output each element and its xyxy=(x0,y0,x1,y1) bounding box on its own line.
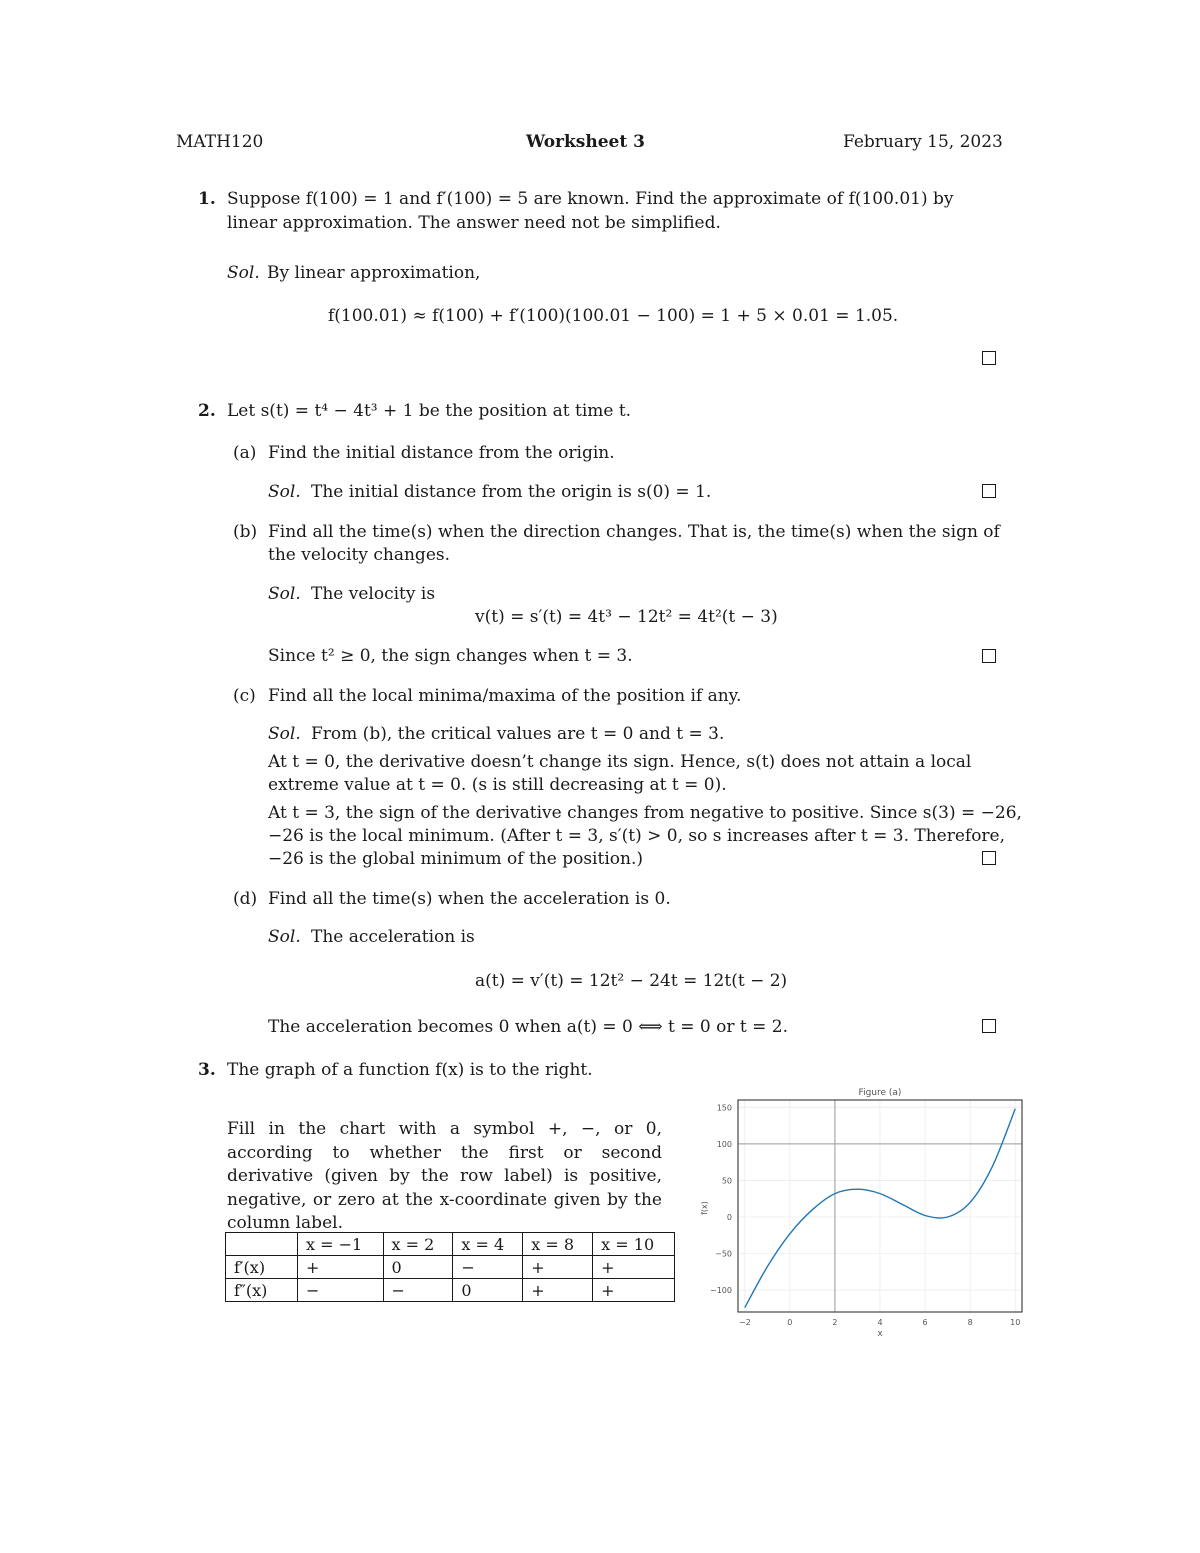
qed-box-2a xyxy=(982,484,996,498)
question-3-intro: The graph of a function f(x) is to the right. xyxy=(227,1060,593,1080)
part-a-sol-label: Sol. xyxy=(268,482,301,502)
part-c-question: Find all the local minima/maxima of the position if any. xyxy=(268,686,742,706)
table-cell: − xyxy=(298,1279,384,1302)
question-2-intro: Let s(t) = t⁴ − 4t³ + 1 be the position at time t. xyxy=(227,401,632,421)
table-header-cell: x = 2 xyxy=(383,1233,453,1256)
part-b-conclusion: Since t² ≥ 0, the sign changes when t = 3. xyxy=(268,646,633,666)
part-c-label: (c) xyxy=(233,686,256,706)
chart-grid xyxy=(738,1100,1022,1312)
part-d-label: (d) xyxy=(233,889,258,909)
qed-box-2d xyxy=(982,1019,996,1033)
part-b-label: (b) xyxy=(233,522,258,542)
derivative-sign-table xyxy=(225,1232,675,1302)
x-tick-label: 4 xyxy=(877,1318,883,1327)
qed-box-2c xyxy=(982,851,996,865)
worksheet-date: February 15, 2023 xyxy=(843,132,1003,152)
question-2-number: 2. xyxy=(198,401,216,421)
question-1-line-2: linear approximation. The answer need not be simplified. xyxy=(227,213,721,233)
y-tick-label: 150 xyxy=(716,1103,732,1113)
part-c-sol-label: Sol. xyxy=(268,724,301,744)
worksheet-title: Worksheet 3 xyxy=(526,132,645,152)
part-d-sol-text: The acceleration is xyxy=(311,927,475,947)
part-d-question: Find all the time(s) when the acceleration is 0. xyxy=(268,889,671,909)
table-header-cell: x = 10 xyxy=(593,1233,675,1256)
x-tick-label: 10 xyxy=(1010,1318,1021,1327)
part-b-sol-text: The velocity is xyxy=(311,584,436,604)
question-1-sol-text: By linear approximation, xyxy=(267,263,481,283)
part-d-conclusion: The acceleration becomes 0 when a(t) = 0 ⟺ t = 0 or t = 2. xyxy=(268,1017,788,1037)
table-cell: 0 xyxy=(383,1256,453,1279)
table-cell: 0 xyxy=(453,1279,523,1302)
course-code: MATH120 xyxy=(176,132,264,152)
part-a-sol-text: The initial distance from the origin is s(0) = 1. xyxy=(311,482,712,502)
table-cell: − xyxy=(453,1256,523,1279)
y-axis-label: f(x) xyxy=(700,1201,709,1215)
part-b-equation: v(t) = s′(t) = 4t³ − 12t² = 4t²(t − 3) xyxy=(475,607,778,627)
y-tick-label: −100 xyxy=(710,1286,732,1296)
question-1-sol-label: Sol. xyxy=(227,263,260,283)
table-cell: + xyxy=(523,1256,593,1279)
part-c-paragraph-1-line-1: At t = 0, the derivative doesn’t change its sign. Hence, s(t) does not attain a local xyxy=(268,752,972,772)
table-header-cell: x = 4 xyxy=(453,1233,523,1256)
chart-title: Figure (a) xyxy=(858,1088,902,1098)
part-c-paragraph-2-line-1: At t = 3, the sign of the derivative changes from negative to positive. Since s(3) = −26, xyxy=(268,803,1022,823)
part-b-question-line-2: the velocity changes. xyxy=(268,545,451,565)
table-cell: + xyxy=(298,1256,384,1279)
x-tick-label: 0 xyxy=(787,1318,793,1327)
part-c-sol-text: From (b), the critical values are t = 0 and t = 3. xyxy=(311,724,725,744)
x-tick-label: 2 xyxy=(832,1318,838,1327)
part-a-label: (a) xyxy=(233,443,257,463)
question-1-equation: f(100.01) ≈ f(100) + f′(100)(100.01 − 100) = 1 + 5 × 0.01 = 1.05. xyxy=(328,306,899,326)
table-cell: + xyxy=(523,1279,593,1302)
table-row-label: f″(x) xyxy=(226,1279,298,1302)
table-header-cell: x = −1 xyxy=(298,1233,384,1256)
chart-tick-labels xyxy=(710,1103,1020,1327)
function-graph-figure xyxy=(700,1082,1030,1344)
table-row xyxy=(226,1256,675,1279)
question-3-instructions: Fill in the chart with a symbol +, −, or 0, according to whether the first or second derivative (given by the row label) is positive, negative, or zero at the x-coordinate given by the column label. xyxy=(227,1119,662,1233)
question-3-number: 3. xyxy=(198,1060,216,1080)
table-header-cell: x = 8 xyxy=(523,1233,593,1256)
y-tick-label: 100 xyxy=(716,1139,732,1149)
table-cell: − xyxy=(383,1279,453,1302)
table-row xyxy=(226,1279,675,1302)
table-cell: + xyxy=(593,1279,675,1302)
x-tick-label: 6 xyxy=(922,1318,928,1327)
y-tick-label: −50 xyxy=(715,1249,732,1259)
table-header-row xyxy=(226,1233,675,1256)
part-c-paragraph-2-line-2: −26 is the local minimum. (After t = 3, s′(t) > 0, so s increases after t = 3. Therefore, xyxy=(268,826,1006,846)
part-d-equation: a(t) = v′(t) = 12t² − 24t = 12t(t − 2) xyxy=(475,971,788,991)
part-b-sol-label: Sol. xyxy=(268,584,301,604)
part-b-question-line-1: Find all the time(s) when the direction changes. That is, the time(s) when the sign of xyxy=(268,522,1000,542)
question-1-line-1: Suppose f(100) = 1 and f′(100) = 5 are known. Find the approximate of f(100.01) by xyxy=(227,189,954,209)
x-tick-label: 8 xyxy=(967,1318,973,1327)
x-tick-label: −2 xyxy=(738,1318,751,1327)
table-row-label: f′(x) xyxy=(226,1256,298,1279)
part-a-question: Find the initial distance from the origin. xyxy=(268,443,615,463)
part-c-paragraph-2-line-3: −26 is the global minimum of the position.) xyxy=(268,849,643,869)
x-axis-label: x xyxy=(877,1329,883,1339)
table-cell: + xyxy=(593,1256,675,1279)
table-corner-cell xyxy=(226,1233,298,1256)
qed-box-2b xyxy=(982,649,996,663)
part-d-sol-label: Sol. xyxy=(268,927,301,947)
y-tick-label: 50 xyxy=(721,1176,732,1186)
part-c-paragraph-1-line-2: extreme value at t = 0. (s is still decreasing at t = 0). xyxy=(268,775,727,795)
y-tick-label: 0 xyxy=(726,1212,732,1222)
question-1-number: 1. xyxy=(198,189,216,209)
qed-box-q1 xyxy=(982,351,996,365)
